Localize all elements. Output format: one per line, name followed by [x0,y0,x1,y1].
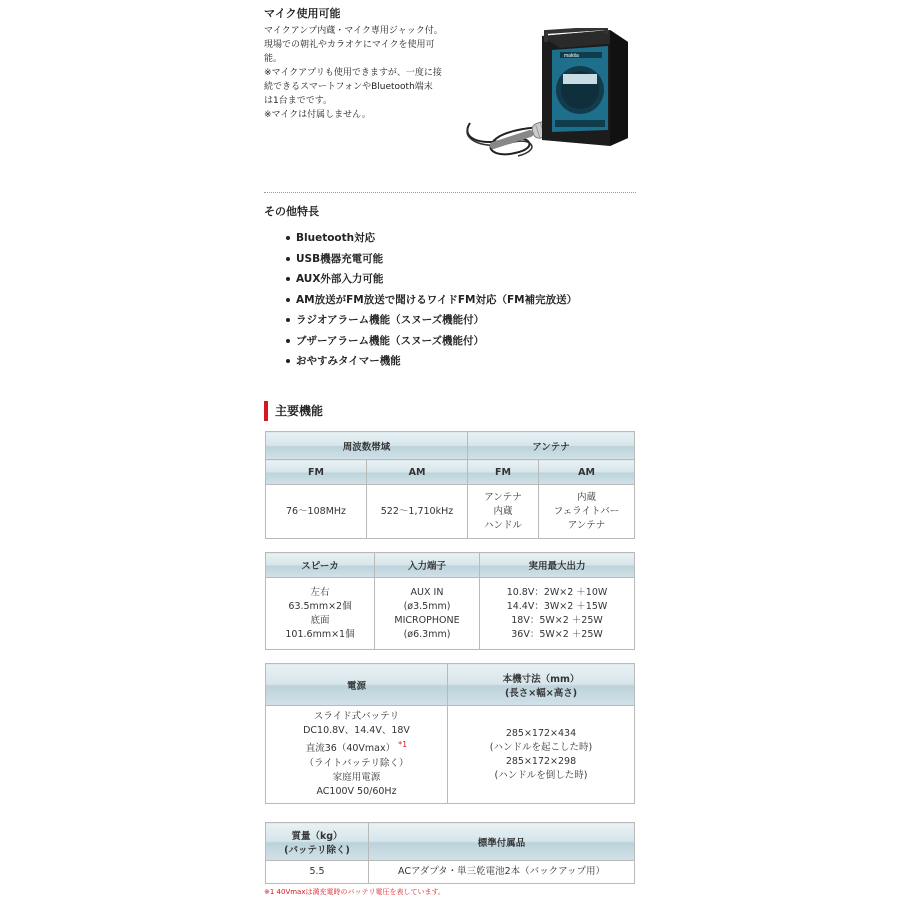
mic-line: 能。 [264,54,283,64]
speaker-input-output-table [265,552,635,650]
cell-line: 285×172×298 [505,755,577,767]
feature-item: ブザーアラーム機能（スヌーズ機能付） [286,331,577,352]
weight-accessories-table [265,822,635,884]
cell-line: アンテナ [484,491,522,503]
input-cell [375,578,480,650]
mic-line: ※マイクアプリも使用できますが、一度に接 [264,68,442,78]
svg-text:makita: makita [564,53,579,59]
cell-line: （ライトバッテリ除く） [304,757,409,769]
header-line: (バッテリ除く) [284,844,350,856]
fm-range: 76～108MHz [266,485,367,539]
header-line: 質量（kg） [291,830,343,842]
cell-line: 家庭用電源 [332,771,381,783]
antenna-fm-cell [468,485,539,539]
power-dimensions-table [265,663,635,804]
cell-line: 101.6mm×1個 [285,628,355,640]
cell-line: MICROPHONE [394,614,460,626]
mic-line: は1台までです。 [264,96,333,106]
dimensions-cell [448,706,635,804]
cell-line: AUX IN [410,586,444,598]
header-antenna-fm: FM [468,460,539,485]
other-features-title: その他特長 [264,205,319,218]
cell-line: 14.4V：3W×2 ＋15W [506,600,608,612]
header-power: 電源 [266,664,448,706]
cell-line: 36V：5W×2 ＋25W [511,628,603,640]
cell-line: (ø3.5mm) [403,600,451,612]
header-fm: FM [266,460,367,485]
feature-item: AUX外部入力可能 [286,269,577,290]
mic-line: 現場での朝礼やカラオケにマイクを使用可 [264,40,435,50]
cell-line: 左右 [310,586,330,598]
cell-line: ハンドル [483,519,522,531]
output-cell [480,578,635,650]
cell-line: 内蔵 [576,491,596,503]
feature-item: おやすみタイマー機能 [286,351,577,372]
cell-line: 18V：5W×2 ＋25W [511,614,603,626]
header-weight [266,823,369,861]
cell-line: 10.8V：2W×2 ＋10W [506,586,608,598]
cell-text: 直流36（40Vmax） [305,743,396,755]
frequency-antenna-table [265,431,635,539]
power-cell [266,706,448,804]
cell-line: アンテナ [567,519,606,531]
header-dimensions [448,664,635,706]
feature-list [286,228,577,372]
header-antenna-am: AM [539,460,635,485]
cell-line: (ハンドルを起こした時) [489,741,593,753]
mic-line: 続できるスマートフォンやBluetooth端末 [264,82,433,92]
speaker-cell [266,578,375,650]
mic-line: マイクアンプ内蔵・マイク専用ジャック付。 [264,26,443,36]
section-divider [264,192,636,193]
feature-item: USB機器充電可能 [286,249,577,270]
header-line: (長さ×幅×高さ) [504,687,578,699]
main-functions-title: 主要機能 [264,401,323,421]
cell-line: (ハンドルを倒した時) [494,769,588,781]
header-line: 本機寸法（mm） [502,673,580,685]
feature-item: ラジオアラーム機能（スヌーズ機能付） [286,310,577,331]
feature-item: AM放送がFM放送で聞けるワイドFM対応（FM補完放送） [286,290,577,311]
cell-line: DC10.8V、14.4V、18V [303,725,410,737]
feature-item: Bluetooth対応 [286,228,577,249]
cell-line: 底面 [310,614,330,626]
header-antenna: アンテナ [468,432,635,460]
cell-line: 63.5mm×2個 [288,600,352,612]
header-speaker: スピーカ [266,553,375,578]
header-am: AM [367,460,468,485]
cell-line: 内蔵 [493,505,513,517]
mic-line: ※マイクは付属しません。 [264,110,371,120]
antenna-am-cell [539,485,635,539]
cell-line: AC100V 50/60Hz [316,785,397,797]
cell-line [270,738,443,756]
radio-with-microphone-image [460,28,635,178]
header-output: 実用最大出力 [480,553,635,578]
weight-cell: 5.5 [266,861,369,884]
mic-description [264,24,464,122]
cell-line: (ø6.3mm) [403,628,451,640]
header-input: 入力端子 [375,553,480,578]
header-frequency: 周波数帯域 [266,432,468,460]
accessories-cell: ACアダプタ・単三乾電池2本（バックアップ用） [369,861,635,884]
am-range: 522～1,710kHz [367,485,468,539]
mic-section-title: マイク使用可能 [264,7,341,20]
footnote: ※1 40Vmaxは満充電時のバッテリ電圧を表しています。 [264,888,445,896]
cell-line: フェライトバー [553,505,620,517]
cell-line: 285×172×434 [505,727,577,739]
cell-line: スライド式バッテリ [313,711,400,723]
footnote-mark: *1 [398,740,408,750]
header-accessories: 標準付属品 [369,823,635,861]
